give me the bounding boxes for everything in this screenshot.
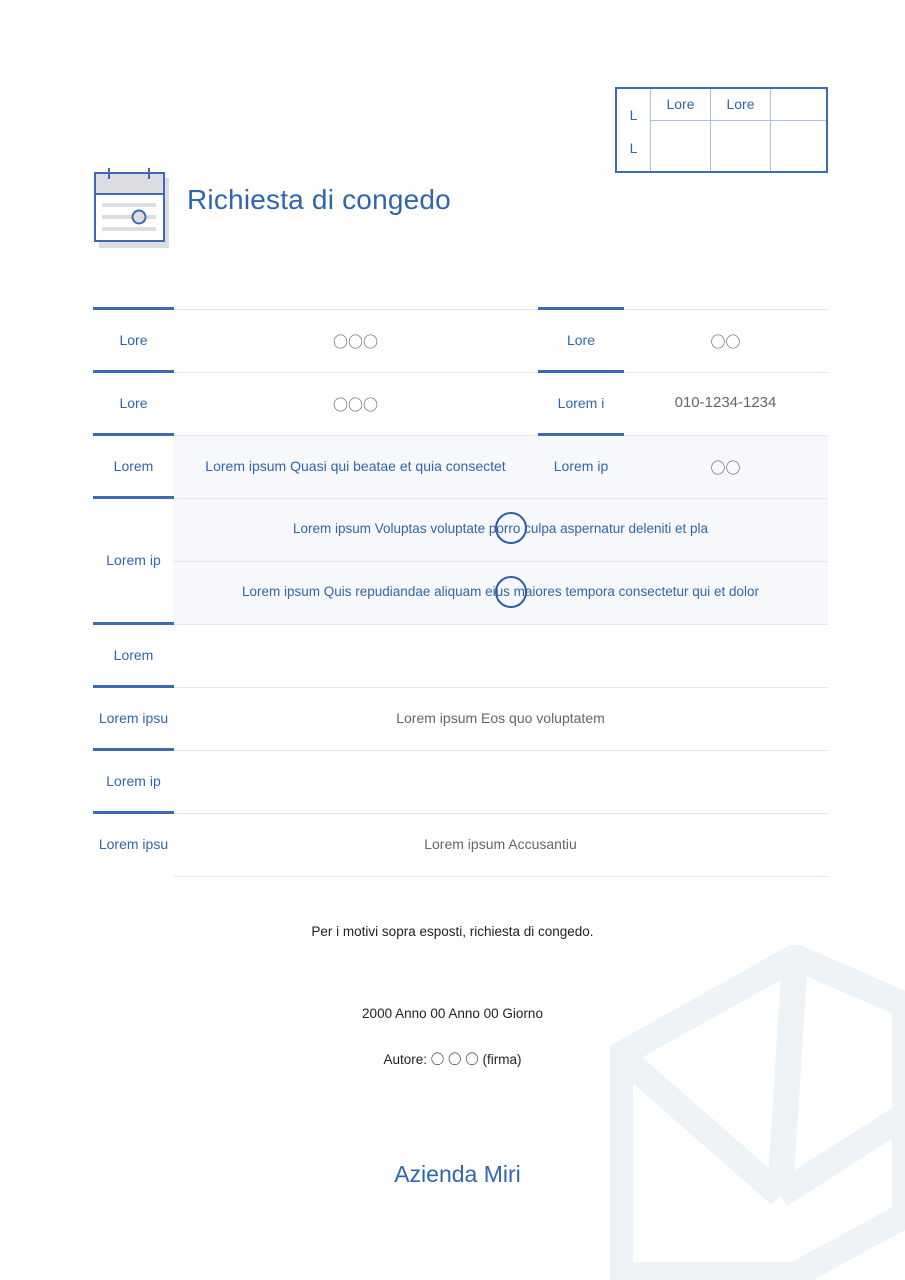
watermark-cube xyxy=(610,945,905,1280)
field-value: Lorem ipsum Accusantiu xyxy=(424,836,577,852)
field-value: Lorem ipsum Quasi qui beatae et quia consectet xyxy=(205,458,506,474)
approval-row-label: L xyxy=(629,107,638,123)
field-value: 〇〇〇 xyxy=(332,334,378,351)
field-value: Lorem ipsum Eos quo voluptatem xyxy=(396,710,605,726)
statement-text: Per i motivi sopra esposti, richiesta di congedo. xyxy=(311,924,594,939)
selection-circle xyxy=(495,512,527,544)
approval-box xyxy=(615,87,828,173)
approval-row-label: L xyxy=(629,140,638,156)
field-label: Lorem xyxy=(113,647,154,663)
approval-col-header: Lore xyxy=(726,96,755,112)
field-value: 〇〇 xyxy=(710,460,741,477)
field-label: Lorem ip xyxy=(106,773,161,789)
field-label: Lorem ip xyxy=(106,552,161,568)
field-label: Lore xyxy=(119,332,148,348)
field-label: Lorem ip xyxy=(553,458,609,474)
author-signature: Autore: 〇 〇 〇 (firma) xyxy=(383,1052,522,1067)
field-label: Lore xyxy=(566,332,596,348)
field-value: 〇〇〇 xyxy=(332,397,378,414)
field-label: Lorem i xyxy=(557,395,605,411)
field-label: Lorem ipsu xyxy=(98,836,169,852)
phone-value: 010-1234-1234 xyxy=(674,394,777,411)
date-text: 2000 Anno 00 Anno 00 Giorno xyxy=(362,1006,543,1021)
field-label: Lore xyxy=(119,395,148,411)
company-name: Azienda Miri xyxy=(394,1161,521,1187)
field-label: Lorem ipsu xyxy=(98,710,169,726)
field-value: 〇〇 xyxy=(710,334,741,351)
approval-col-header: Lore xyxy=(666,96,695,112)
calendar-icon xyxy=(93,168,173,250)
option-text[interactable]: Lorem ipsum Voluptas voluptate porro culpa aspernatur deleniti et pla xyxy=(293,521,708,536)
selection-circle xyxy=(495,576,527,608)
option-text[interactable]: Lorem ipsum Quis repudiandae aliquam eius maiores tempora consectetur qui et dolor xyxy=(241,584,760,599)
page-title: Richiesta di congedo xyxy=(187,184,451,215)
field-label: Lorem xyxy=(113,458,154,474)
